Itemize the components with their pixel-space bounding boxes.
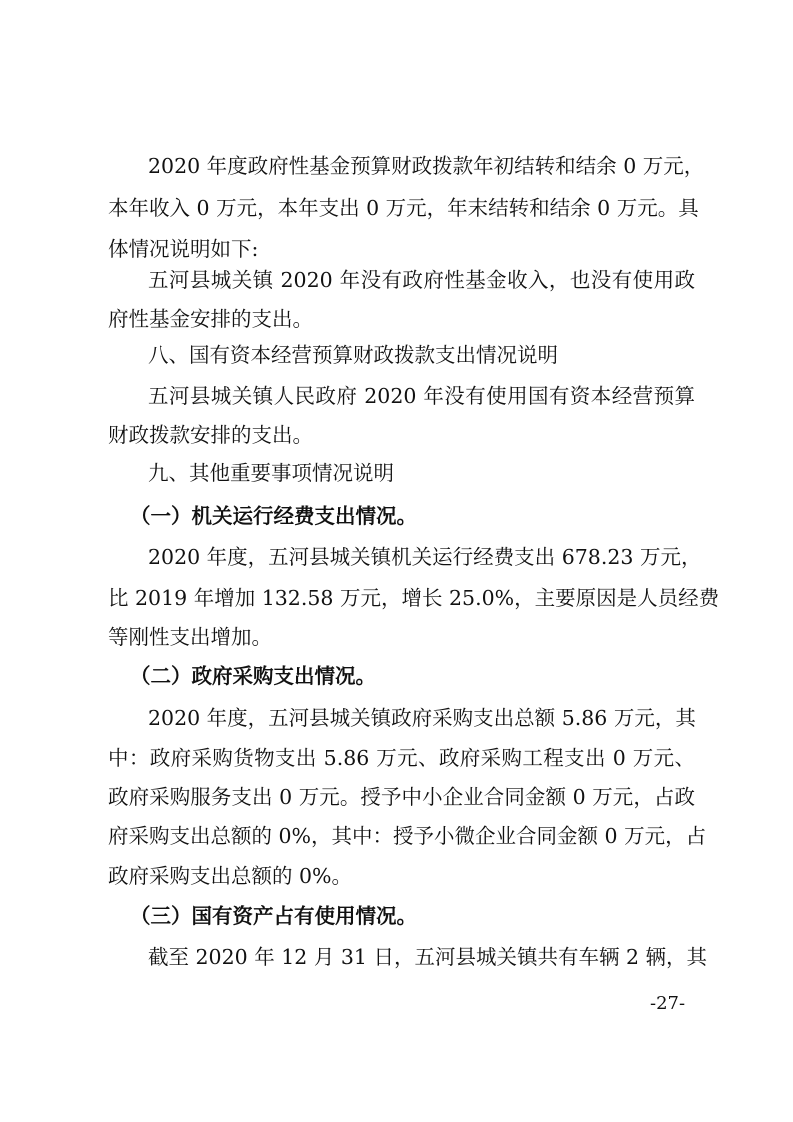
paragraph-line: 比 2019 年增加 132.58 万元，增长 25.0%，主要原因是人员经费 (108, 586, 720, 610)
paragraph-line: 五河县城关镇人民政府 2020 年没有使用国有资本经营预算 (148, 384, 695, 408)
paragraph-line: 本年收入 0 万元，本年支出 0 万元，年末结转和结余 0 万元。具 (108, 196, 699, 220)
paragraph-line: 截至 2020 年 12 月 31 日，五河县城关镇共有车辆 2 辆，其 (148, 945, 708, 969)
paragraph-line: 政府采购服务支出 0 万元。授予中小企业合同金额 0 万元，占政 (108, 785, 695, 809)
paragraph-line: 2020 年度，五河县城关镇机关运行经费支出 678.23 万元， (148, 545, 702, 569)
paragraph-line: 府性基金安排的支出。 (108, 307, 313, 331)
paragraph-line: 五河县城关镇 2020 年没有政府性基金收入，也没有使用政 (148, 268, 695, 292)
paragraph-line: 体情况说明如下: (108, 237, 259, 261)
paragraph-line: 2020 年度，五河县城关镇政府采购支出总额 5.86 万元，其 (148, 706, 696, 730)
paragraph-line: 府采购支出总额的 0%，其中：授予小微企业合同金额 0 万元，占 (108, 824, 707, 848)
paragraph-line: 财政拨款安排的支出。 (108, 423, 313, 447)
subsection-heading: （三）国有资产占有使用情况。 (130, 904, 417, 928)
page-number: -27- (650, 993, 686, 1014)
subsection-heading: （一）机关运行经费支出情况。 (130, 504, 417, 528)
paragraph-line: 等刚性支出增加。 (108, 625, 272, 649)
section-heading: 八、国有资本经营预算财政拨款支出情况说明 (148, 343, 558, 367)
paragraph-line: 2020 年度政府性基金预算财政拨款年初结转和结余 0 万元， (148, 154, 705, 178)
paragraph-line: 中：政府采购货物支出 5.86 万元、政府采购工程支出 0 万元、 (108, 746, 695, 770)
subsection-heading: （二）政府采购支出情况。 (130, 664, 376, 688)
paragraph-line: 政府采购支出总额的 0%。 (108, 864, 353, 888)
section-heading: 九、其他重要事项情况说明 (148, 461, 394, 485)
